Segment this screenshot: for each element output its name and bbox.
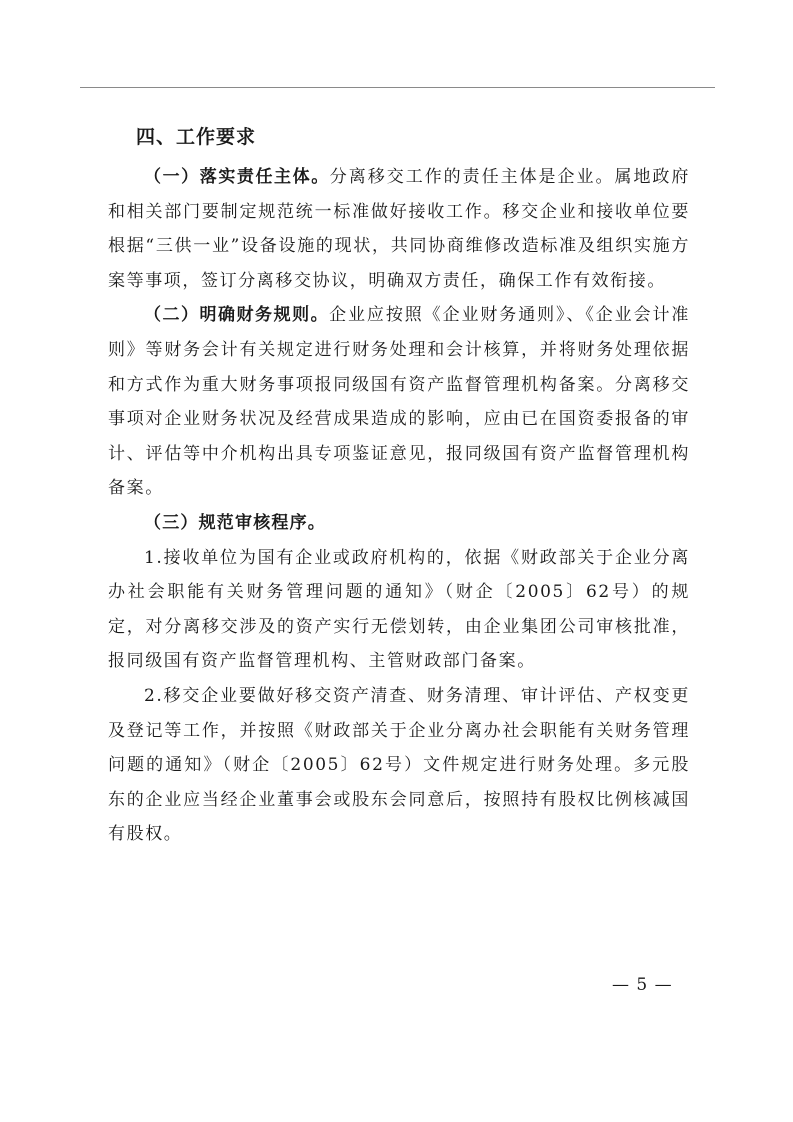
paragraph-2-text: 企业应按照《企业财务通则》、《企业会计准则》等财务会计有关规定进行财务处理和会计核算，并将财务处理依据和方式作为重大财务事项报同级国有资产监督管理机构备案。分离移交事项对企业财务状况及经营成果造成的影响，应由已在国资委报备的审计、评估等中介机构出具专项鉴证意见，报同级国有资产监督管理机构备案。: [108, 305, 691, 499]
paragraph-4: [108, 541, 690, 679]
section-heading: 四、工作要求: [136, 126, 257, 148]
paragraph-5: [108, 679, 690, 852]
paragraph-5-text: 2.移交企业要做好移交资产清查、财务清理、审计评估、产权变更及登记等工作，并按照《财政部关于企业分离办社会职能有关财务管理问题的通知》（财企〔2005〕62号）文件规定进行财务处理。多元股东的企业应当经企业董事会或股东会同意后，按照持有股权比例核减国有股权。: [108, 685, 690, 845]
paragraph-4-text: 1.接收单位为国有企业或政府机构的，依据《财政部关于企业分离办社会职能有关财务管理问题的通知》（财企〔2005〕62号）的规定，对分离移交涉及的资产实行无偿划转，由企业集团公司审核批准，报同级国有资产监督管理机构、主管财政部门备案。: [108, 547, 690, 672]
paragraph-1-text: 分离移交工作的责任主体是企业。属地政府和相关部门要制定规范统一标准做好接收工作。移交企业和接收单位要根据“三供一业”设备设施的现状，共同协商维修改造标准及组织实施方案等事项，签订分离移交协议，明确双方责任，确保工作有效衔接。: [108, 167, 691, 291]
paragraph-3-lead: （三）规范审核程序。: [144, 512, 326, 533]
paragraph-1-lead: （一）落实责任主体。: [144, 167, 330, 187]
paragraph-2-lead: （二）明确财务规则。: [144, 305, 330, 326]
paragraph-2: [108, 298, 690, 506]
header-rule: [80, 87, 715, 88]
paragraph-3: [108, 506, 690, 541]
page-number: — 5 —: [612, 975, 673, 995]
paragraph-1: [108, 160, 690, 298]
page-body: [108, 120, 690, 852]
